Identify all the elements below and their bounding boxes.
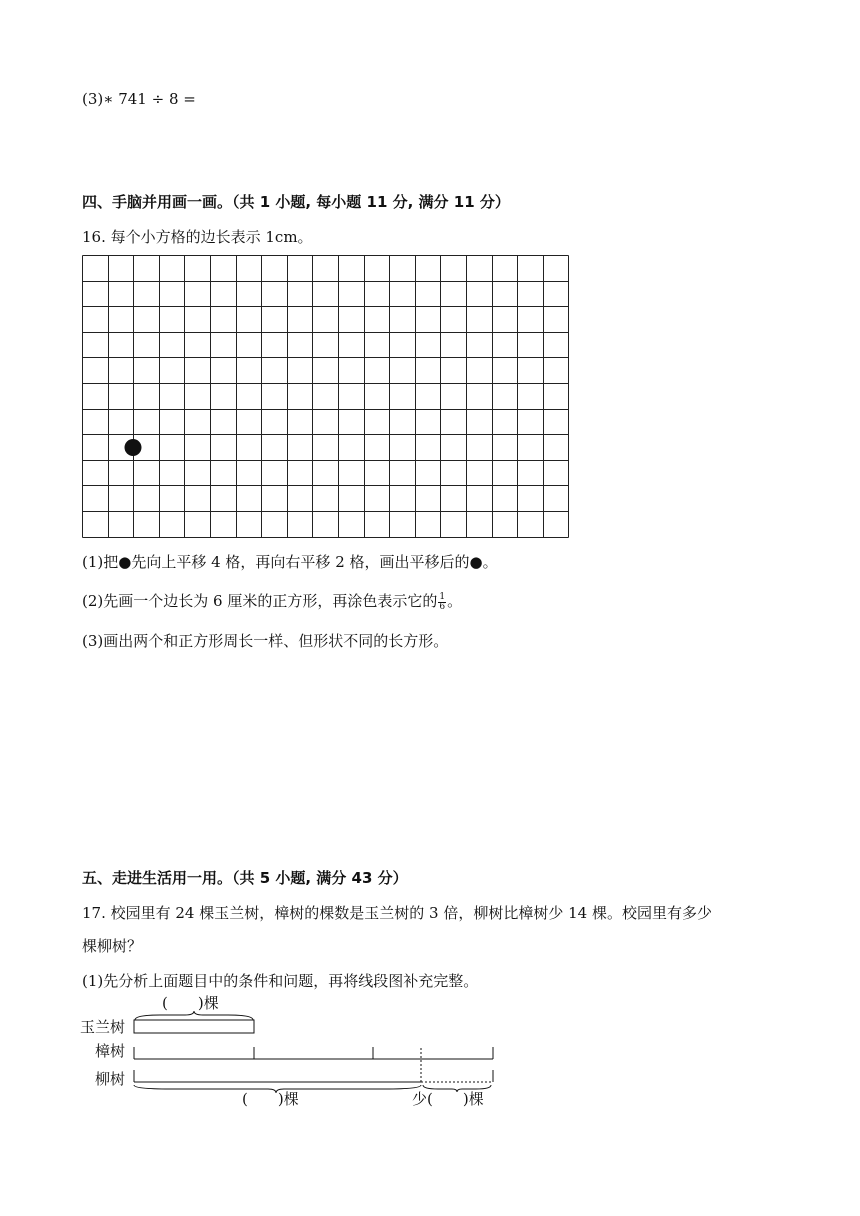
dot-icon: ● bbox=[469, 553, 483, 571]
q16-part1-middle: 先向上平移 4 格，再向右平移 2 格，画出平移后的 bbox=[131, 553, 470, 571]
dot-icon: ● bbox=[118, 553, 132, 571]
q16-part2 bbox=[82, 590, 462, 612]
q16-part1-before: (1)把 bbox=[82, 553, 119, 571]
row-label-willow: 柳树 bbox=[95, 1070, 126, 1088]
q16-part2-end: 。 bbox=[447, 592, 463, 610]
q16-part1-end: 。 bbox=[482, 553, 498, 571]
q16-part1 bbox=[82, 551, 498, 572]
row-label-magnolia: 玉兰树 bbox=[80, 1018, 126, 1036]
fraction bbox=[438, 593, 446, 612]
q16-stem: 16. 每个小方格的边长表示 1cm。 bbox=[82, 228, 313, 246]
q15-part3 bbox=[82, 90, 196, 108]
magnolia-segment bbox=[134, 1020, 254, 1033]
grid-dot[interactable] bbox=[125, 439, 142, 456]
q15-part3-label: (3) bbox=[82, 90, 104, 108]
diagram-less-label[interactable]: 少( )棵 bbox=[412, 1090, 484, 1108]
q17-line2: 棵柳树？ bbox=[82, 937, 143, 955]
q16-part3: (3)画出两个和正方形周长一样、但形状不同的长方形。 bbox=[82, 632, 449, 650]
diagram-top-label[interactable]: ( )棵 bbox=[162, 994, 219, 1012]
q15-part3-expression: ∗ 741 ÷ 8 = bbox=[103, 90, 196, 108]
q16-part2-before: (2)先画一个边长为 6 厘米的正方形，再涂色表示它的 bbox=[82, 592, 438, 610]
fraction-numerator: 1 bbox=[439, 591, 446, 602]
q17-line1: 17. 校园里有 24 棵玉兰树，樟树的棵数是玉兰树的 3 倍，柳树比樟树少 14 棵。校园里有多少 bbox=[82, 904, 712, 922]
section4-heading: 四、手脑并用画一画。（共 1 小题, 每小题 11 分, 满分 11 分） bbox=[82, 193, 510, 211]
section5-heading: 五、走进生活用一用。（共 5 小题, 满分 43 分） bbox=[82, 869, 408, 887]
square-grid[interactable] bbox=[82, 255, 571, 539]
top-brace bbox=[135, 1011, 253, 1020]
q17-part1: (1)先分析上面题目中的条件和问题，再将线段图补充完整。 bbox=[82, 972, 479, 990]
segment-diagram bbox=[80, 990, 530, 1115]
fraction-denominator: 6 bbox=[439, 601, 446, 612]
row-label-camphor: 樟树 bbox=[95, 1042, 126, 1060]
diagram-bottom-label[interactable]: ( )棵 bbox=[242, 1090, 299, 1108]
